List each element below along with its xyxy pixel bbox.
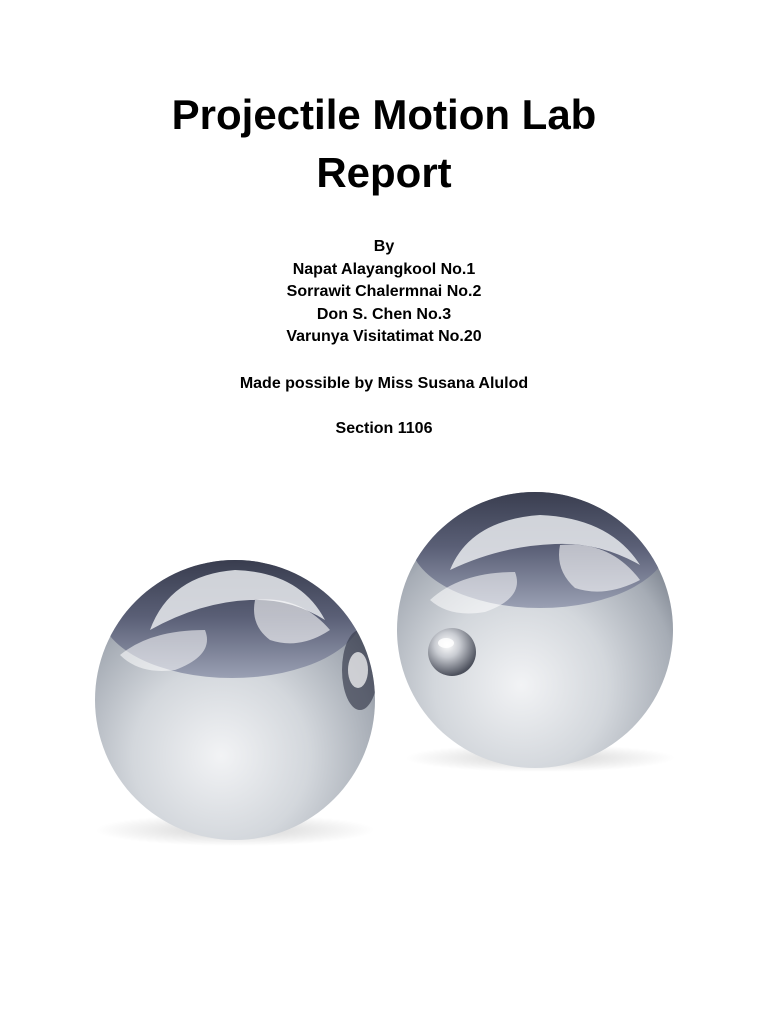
by-label: By — [373, 238, 395, 255]
author-name: Sorrawit Chalermnai No.2 — [286, 283, 482, 300]
section-number: Section 1106 — [335, 420, 433, 437]
report-title — [0, 86, 768, 202]
author-name: Varunya Visitatimat No.20 — [286, 328, 482, 345]
author-block — [0, 236, 768, 349]
small-steel-ball — [428, 628, 476, 676]
title-line-2: Report — [316, 149, 452, 196]
author-name: Napat Alayangkool No.1 — [292, 260, 476, 278]
author-name: Don S. Chen No.3 — [316, 305, 452, 323]
title-line-1: Projectile Motion Lab — [171, 91, 597, 138]
steel-balls-illustration — [0, 480, 768, 860]
credit-line: Made possible by Miss Susana Alulod — [239, 375, 529, 392]
right-steel-ball — [397, 480, 673, 768]
left-steel-ball — [95, 542, 378, 840]
